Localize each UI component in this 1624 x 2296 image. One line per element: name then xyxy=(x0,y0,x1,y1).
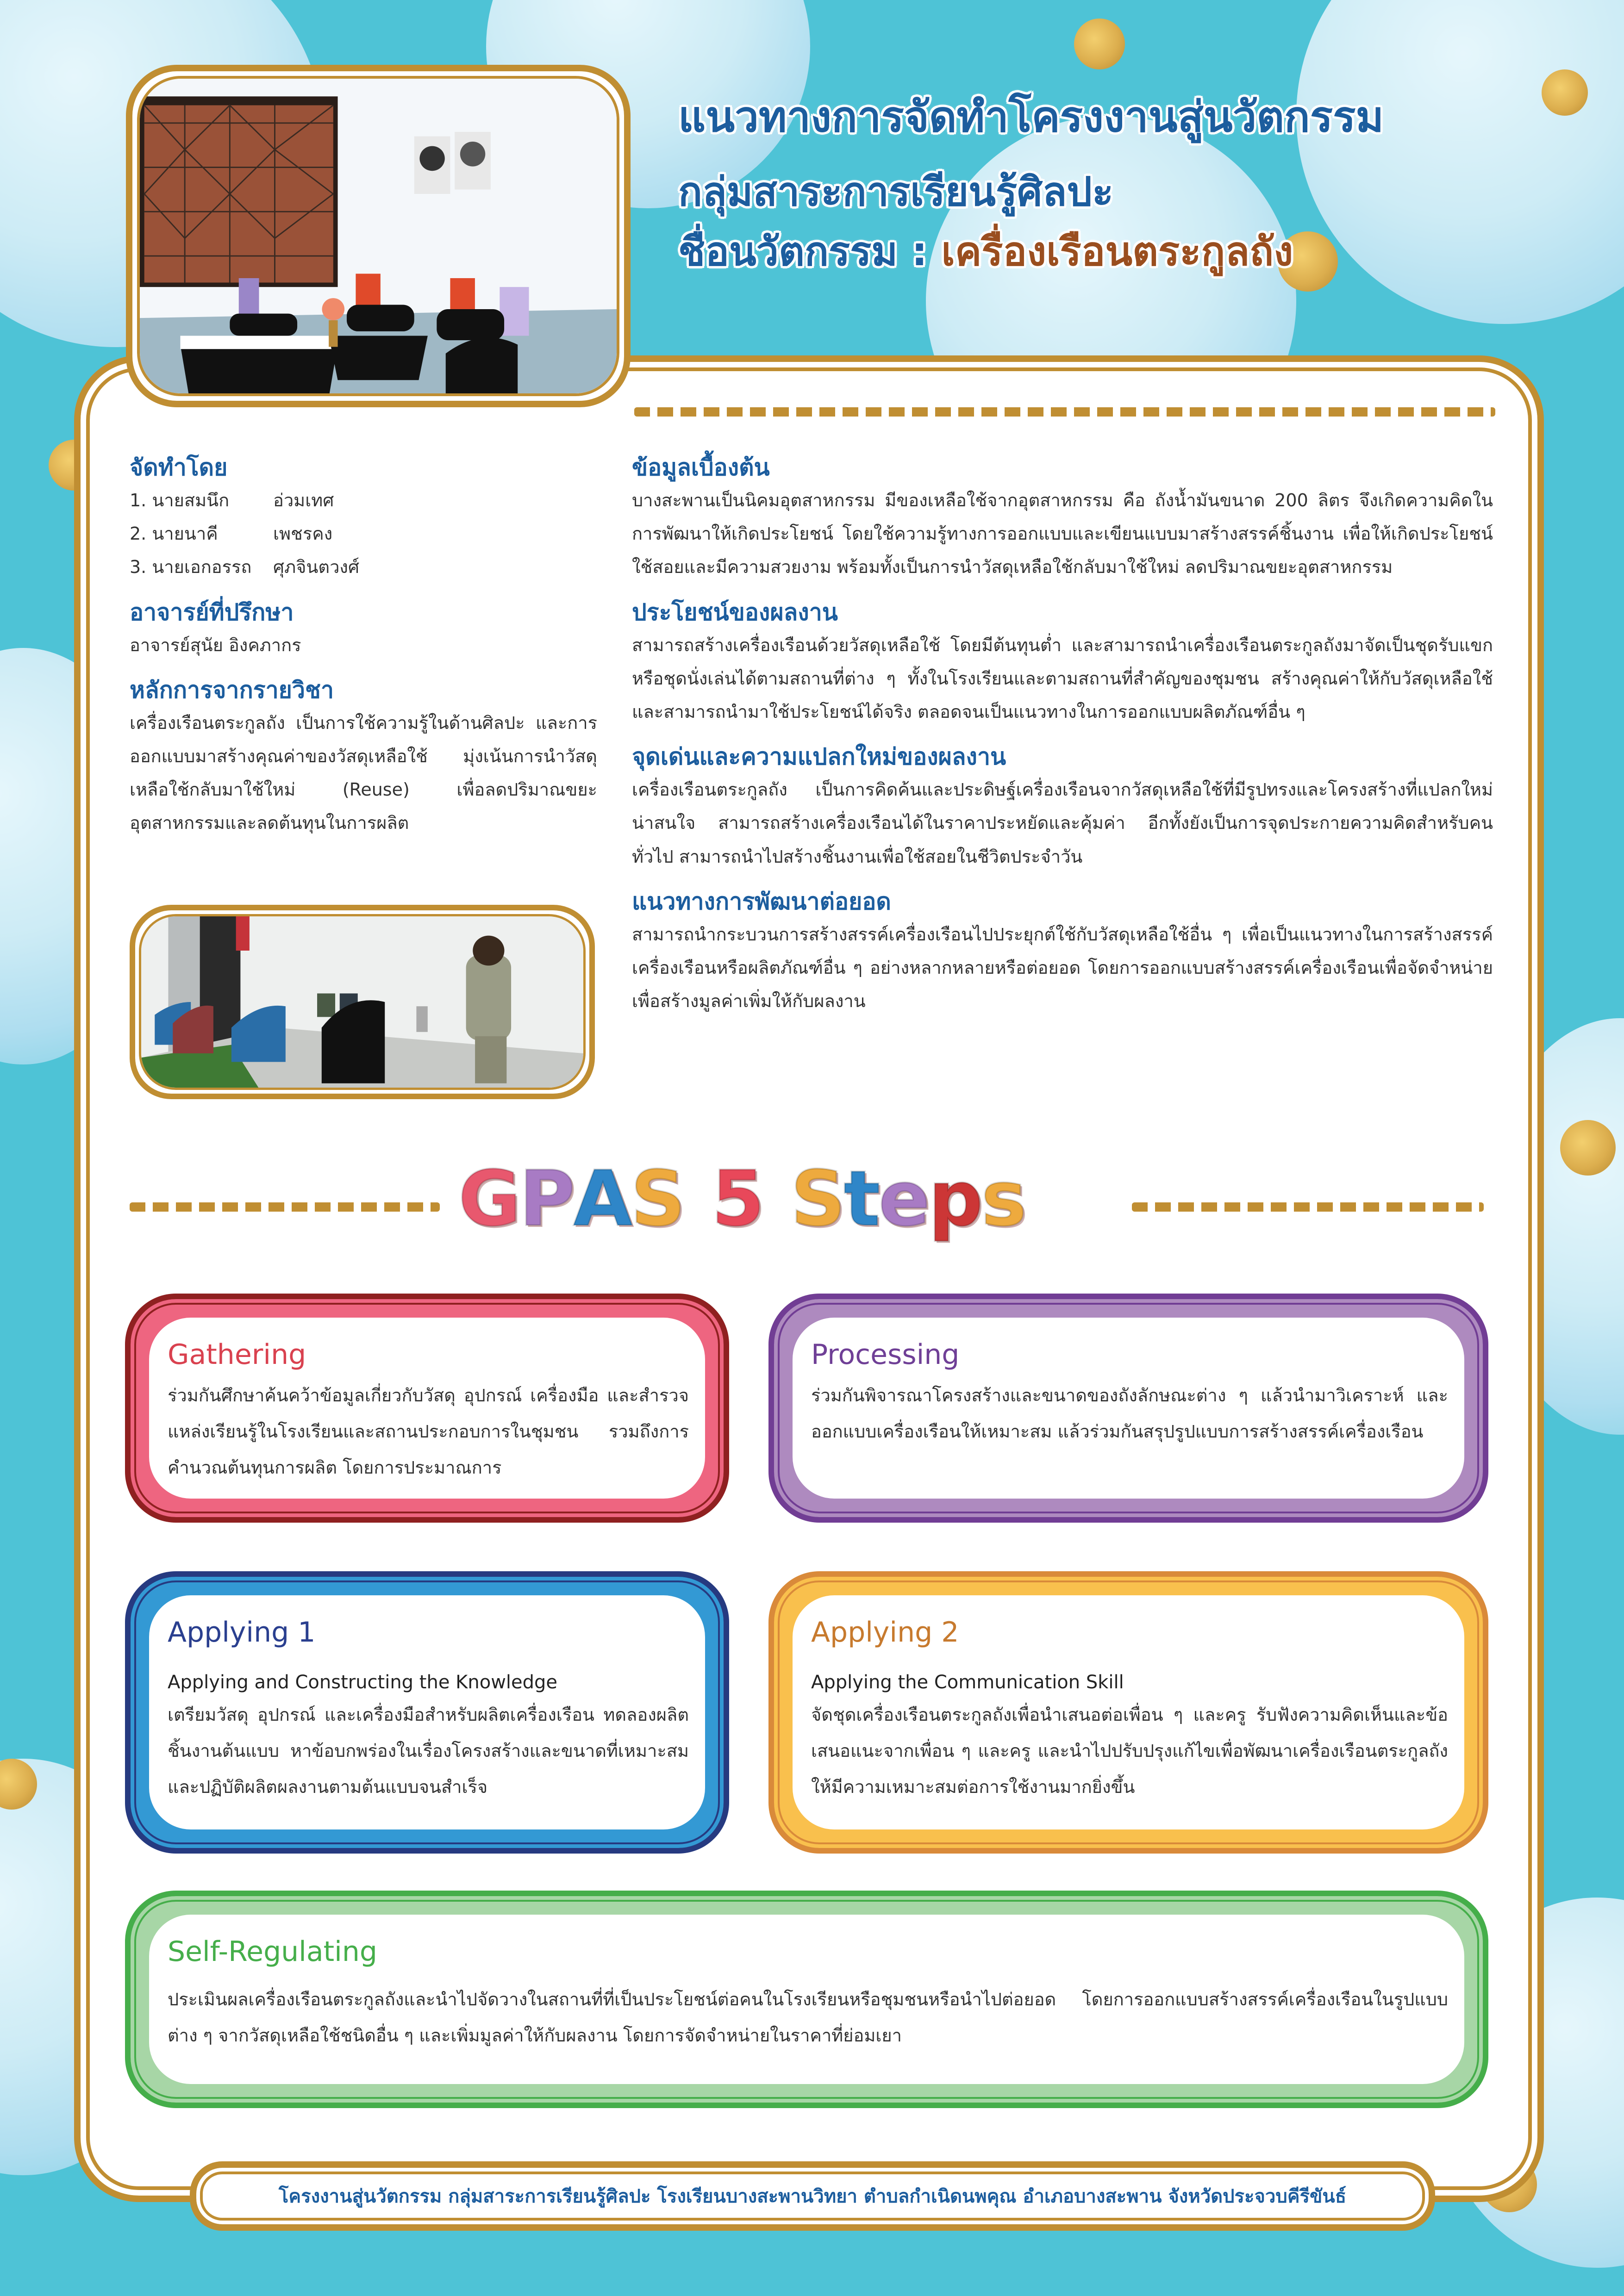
gpas-letter: e xyxy=(878,1154,929,1243)
step-text: ร่วมกันศึกษาค้นคว้าข้อมูลเกี่ยวกับวัสดุ อุปกรณ์ เครื่องมือ และสำรวจแหล่งเรียนรู้ในโรงเรียนและสถานประกอบการในชุมชน รวมถึงการคำนวณต้นทุนการผลิต โดยการประมาณการ xyxy=(168,1385,689,1478)
furniture-photo xyxy=(126,65,631,407)
step-text: เตรียมวัสดุ อุปกรณ์ และเครื่องมือสำหรับผลิตเครื่องเรือน ทดลองผลิตชิ้นงานต้นแบบ หาข้อบกพร่องในเรื่องโครงสร้างและขนาดที่เหมาะสม และปฏิบัติผลิตผลงานตามต้นแบบจนสำเร็จ xyxy=(168,1705,689,1797)
step-text: ร่วมกันพิจารณาโครงสร้างและขนาดของถังลักษณะต่าง ๆ แล้วนำมาวิเคราะห์ และออกแบบเครื่องเรือนให้เหมาะสม แล้วร่วมกันสรุปรูปแบบการสร้างสรรค์เครื่องเรือน xyxy=(811,1385,1448,1442)
principle-section xyxy=(130,674,597,840)
advisor-heading: อาจารย์ที่ปรึกษา xyxy=(130,598,294,626)
step-text: ประเมินผลเครื่องเรือนตระกูลถังและนำไปจัดวางในสถานที่ที่เป็นประโยชน์ต่อคนในโรงเรียนหรือชุมชนหรือนำไปต่อยอด โดยการออกแบบสร้างสรรค์เครื่องเรือนในรูปแบบต่าง ๆ จากวัสดุเหลือใช้ชนิดอื่น ๆ และเพิ่มมูลค่าให้กับผลงาน โดยการจัดจำหน่ายในราคาที่ย่อมเยา xyxy=(168,1989,1448,2046)
made-by-heading: จัดทำโดย xyxy=(130,454,228,481)
gpas-letter: t xyxy=(843,1154,879,1243)
step-text: จัดชุดเครื่องเรือนตระกูลถังเพื่อนำเสนอต่อเพื่อน ๆ และครู รับฟังความคิดเห็นและข้อเสนอแนะจากเพื่อน ๆ และครู และนำไปปรับปรุงแก้ไขเพื่อพัฒนาเครื่องเรือนตระกูลถังให้มีความเหมาะสมต่อการใช้งานมากยิ่งขึ้น xyxy=(811,1705,1448,1797)
step-card-applying-2 xyxy=(768,1571,1488,1854)
section-text: สามารถนำกระบวนการสร้างสรรค์เครื่องเรือนไปประยุกต์ใช้กับวัสดุเหลือใช้อื่น ๆ เพื่อเป็นแนวทางในการสร้างสรรค์เครื่องเรือนหรือผลิตภัณฑ์อื่น ๆ อย่างหลากหลายหรือต่อยอด โดยการออกแบบสร้างสรรค์เครื่องเรือนเพื่อจัดจำหน่าย เพื่อสร้างมูลค่าเพิ่มให้กับผลงาน xyxy=(632,924,1493,1012)
gpas-letter: S xyxy=(631,1154,684,1243)
step-title: Self-Regulating xyxy=(168,1935,377,1968)
step-card-processing xyxy=(768,1294,1488,1523)
footer-text: โครงงานสู่นวัตกรรม กลุ่มสาระการเรียนรู้ศิลปะ โรงเรียนบางสะพานวิทยา ตำบลกำเนิดนพคุณ อำเภอบางสะพาน จังหวัดประจวบคีรีขันธ์ xyxy=(278,2186,1347,2207)
highlights-section xyxy=(632,740,1493,873)
section-heading: ข้อมูลเบื้องต้น xyxy=(632,454,770,481)
gpas-letter: s xyxy=(981,1154,1025,1243)
project-details-column xyxy=(632,451,1493,1030)
section-text: บางสะพานเป็นนิคมอุตสาหกรรม มีของเหลือใช้จากอุตสาหกรรม คือ ถังน้ำมันขนาด 200 ลิตร จึงเกิดความคิดในการพัฒนาให้เกิดประโยชน์ โดยใช้ความรู้ทางการออกแบบและเขียนแบบมาสร้างสรรค์ชิ้นงาน เพื่อให้เกิดประโยชน์ใช้สอยและมีความสวยงาม พร้อมทั้งเป็นการนำวัสดุเหลือใช้กลับมาใช้ใหม่ ลดปริมาณขยะอุตสาหกรรม xyxy=(632,490,1493,578)
gpas-letter: S xyxy=(790,1154,844,1243)
step-card-self-regulating xyxy=(125,1891,1488,2108)
member-last-name: เพชรคง xyxy=(273,523,333,544)
step-title: Processing xyxy=(811,1338,960,1371)
section-heading: แนวทางการพัฒนาต่อยอด xyxy=(632,888,891,915)
gold-dot xyxy=(1560,1120,1616,1176)
principle-text: เครื่องเรือนตระกูลถัง เป็นการใช้ความรู้ในด้านศิลปะ และการออกแบบมาสร้างคุณค่าของวัสดุเหลือใช้ มุ่งเน้นการนำวัสดุเหลือใช้กลับมาใช้ใหม่ (Reuse) เพื่อลดปริมาณขยะอุตสาหกรรมและลดต้นทุนในการผลิต xyxy=(130,712,597,834)
spray-painting-photo-image xyxy=(141,916,583,1088)
advisor-name: อาจารย์สุนัย อิงคภากร xyxy=(130,635,301,655)
section-text: เครื่องเรือนตระกูลถัง เป็นการคิดค้นและประดิษฐ์เครื่องเรือนจากวัสดุเหลือใช้ที่มีรูปทรงและโครงสร้างที่แปลกใหม่ น่าสนใจ สามารถสร้างเครื่องเรือนได้ในราคาประหยัดและคุ้มค่า อีกทั้งยังเป็นการจุดประกายความคิดสำหรับคนทั่วไป สามารถนำไปสร้างชิ้นงานเพื่อใช้สอยในชีวิตประจำวัน xyxy=(632,779,1493,867)
member-first-name: 3. นายเอกอรรถ xyxy=(130,557,252,578)
principle-heading: หลักการจากรายวิชา xyxy=(130,676,334,703)
step-title: Applying 1 xyxy=(168,1616,316,1649)
section-heading: ประโยชน์ของผลงาน xyxy=(632,598,838,626)
gpas-letter: P xyxy=(519,1154,574,1243)
title-line-3 xyxy=(678,229,1558,275)
section-text: สามารถสร้างเครื่องเรือนด้วยวัสดุเหลือใช้ โดยมีต้นทุนต่ำ และสามารถนำเครื่องเรือนตระกูลถังมาจัดเป็นชุดรับแขกหรือชุดนั่งเล่นได้ตามสถานที่ต่าง ๆ ทั้งในโรงเรียนและตามสถานที่สำคัญของชุมชน สร้างคุณค่าให้กับวัสดุเหลือใช้และสามารถนำมาใช้ประโยชน์ได้จริง ตลอดจนเป็นแนวทางในการออกแบบผลิตภัณฑ์อื่น ๆ xyxy=(632,635,1493,722)
gpas-title xyxy=(458,1154,1025,1243)
photo-frame xyxy=(139,914,586,1090)
gpas-divider-left xyxy=(130,1202,440,1212)
innovation-label: ชื่อนวัตกรรม : xyxy=(678,228,942,275)
project-info-column xyxy=(130,451,597,852)
title-line-1: แนวทางการจัดทำโครงงานสู่นวัตกรรม xyxy=(678,92,1384,142)
step-subtitle: Applying and Constructing the Knowledge xyxy=(168,1672,558,1693)
photo-frame xyxy=(137,76,619,396)
member-item xyxy=(130,517,597,550)
step-subtitle: Applying the Communication Skill xyxy=(811,1672,1124,1693)
section-heading: จุดเด่นและความแปลกใหม่ของผลงาน xyxy=(632,743,1006,771)
title-line-2: กลุ่มสาระการเรียนรู้ศิลปะ xyxy=(678,168,1114,215)
footer-banner xyxy=(190,2161,1435,2231)
gpas-letter: G xyxy=(458,1154,519,1243)
member-list xyxy=(130,484,597,584)
furniture-photo-image xyxy=(140,79,617,393)
benefits-section xyxy=(632,596,1493,729)
step-card-gathering xyxy=(125,1294,729,1523)
gpas-letter: 5 xyxy=(711,1154,763,1243)
gpas-letter xyxy=(763,1154,791,1243)
section-divider xyxy=(634,407,1495,417)
member-item xyxy=(130,484,597,517)
future-development-section xyxy=(632,885,1493,1018)
step-title: Applying 2 xyxy=(811,1616,959,1649)
innovation-name: เครื่องเรือนตระกูลถัง xyxy=(941,228,1293,275)
gpas-divider-right xyxy=(1132,1202,1484,1212)
member-first-name: 1. นายสมนึก xyxy=(130,490,230,510)
poster-title xyxy=(678,93,1558,275)
gold-dot xyxy=(1074,19,1125,69)
made-by-section xyxy=(130,451,597,584)
member-last-name: อ่วมเทศ xyxy=(273,490,334,510)
gpas-letter xyxy=(684,1154,712,1243)
step-card-applying-1 xyxy=(125,1571,729,1854)
gpas-letter: A xyxy=(573,1154,631,1243)
member-first-name: 2. นายนาคี xyxy=(130,523,218,544)
member-last-name: ศุภจินตวงศ์ xyxy=(273,557,360,578)
spray-painting-photo xyxy=(130,905,595,1099)
step-title: Gathering xyxy=(168,1338,306,1371)
advisor-section xyxy=(130,596,597,662)
member-item xyxy=(130,550,597,584)
gpas-letter: p xyxy=(928,1154,981,1243)
background-section xyxy=(632,451,1493,584)
